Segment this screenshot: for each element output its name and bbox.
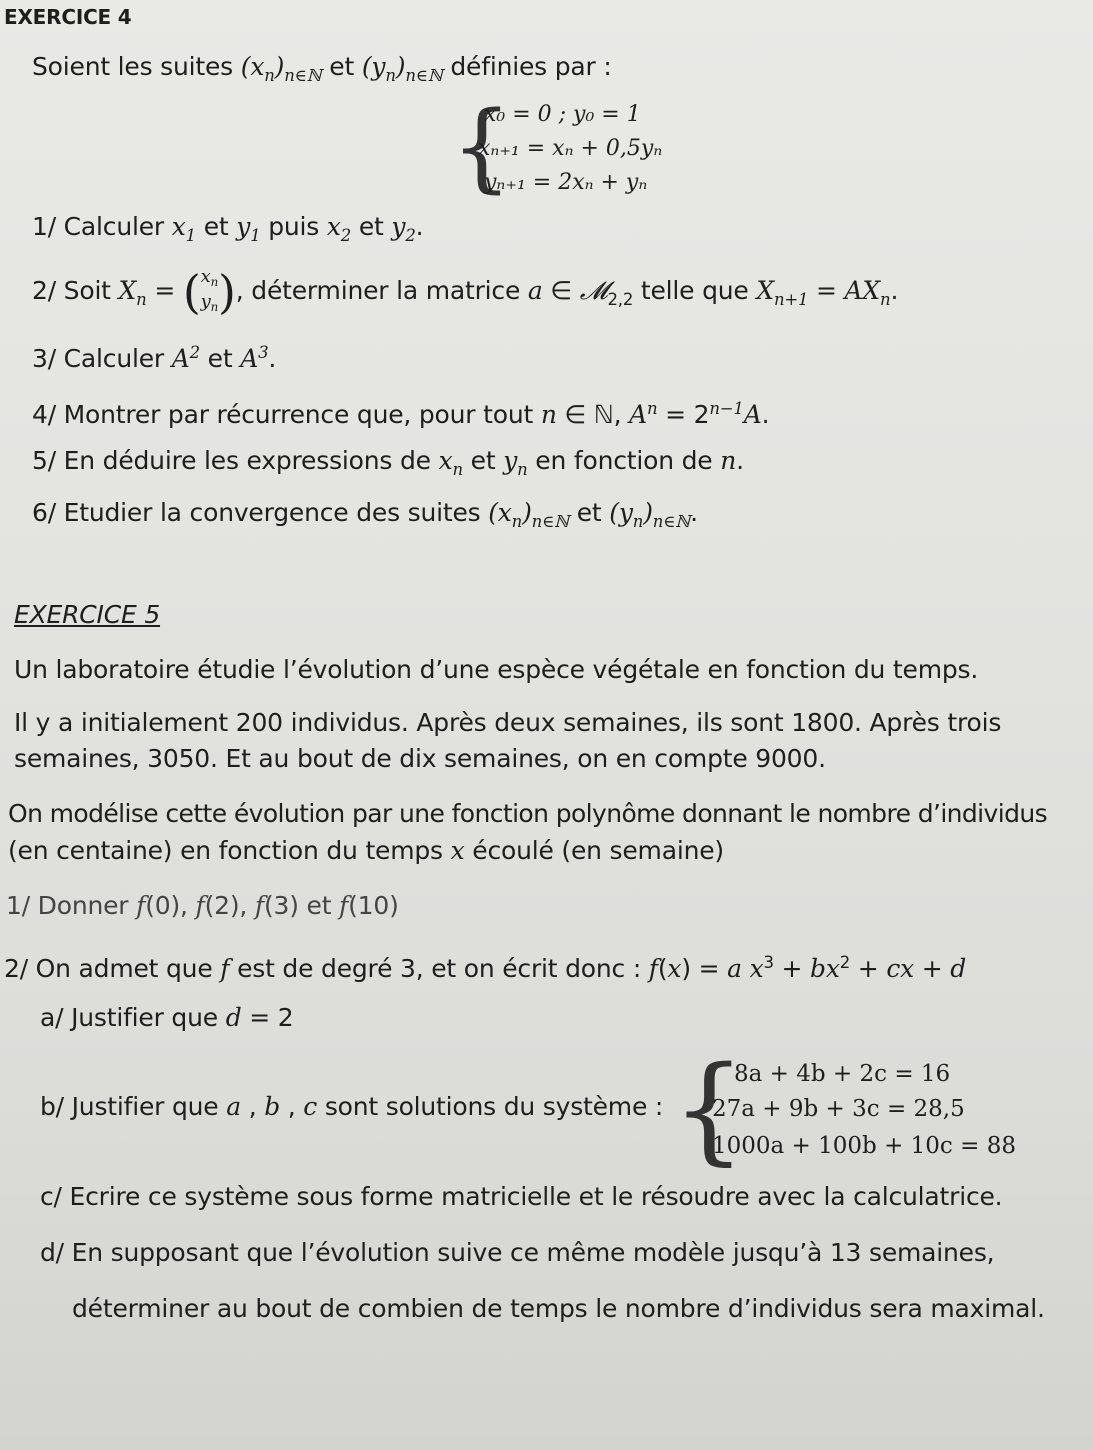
ex5-paragraph-1: Un laboratoire étudie l’évolution d’une espèce végétale en fonction du temps. xyxy=(14,655,979,684)
exercise-4-title: EXERCICE 4 xyxy=(4,5,132,29)
ex5-q2d-line-2: déterminer au bout de combien de temps le nombre d’individus sera maximal. xyxy=(72,1294,1045,1323)
ex4-q4: 4/ Montrer par récurrence que, pour tout n ∈ ℕ, $A^n = 2^{n-1}A$. xyxy=(32,399,770,430)
ex5-q2: 2/ On admet que f est de degré 3, et on écrit donc : f(x) = a $x^3 + bx^2$ + cx + d xyxy=(4,953,967,984)
system-brace: { xyxy=(451,91,513,203)
ex5-paragraph-2b: semaines, 3050. Et au bout de dix semaines, on en compte 9000. xyxy=(14,744,826,773)
ex4-q3: 3/ Calculer $A^2$ et $A^3$. xyxy=(32,343,277,374)
system-row-1: x₀ = 0 ; y₀ = 1 xyxy=(484,102,641,127)
ex4-intro: Soient les suites $(x_n)_{n\in ℕ}$ et $(y_n)_{n\in ℕ}$ définies par : xyxy=(32,52,612,85)
ex5-paragraph-2a: Il y a initialement 200 individus. Après deux semaines, ils sont 1800. Après trois xyxy=(14,708,1002,737)
ex4-q1: 1/ Calculer $x_1$ et $y_1$ puis $x_2$ et $y_2$. xyxy=(32,212,424,245)
ex5-paragraph-3a: On modélise cette évolution par une fonction polynôme donnant le nombre d’individus xyxy=(8,799,1048,828)
ex4-q2: 2/ Soit $X_n = (x_n$ $y_n$), déterminer la matrice a ∈ 𝓜$_{2,2}$ telle que $X_{n+1} = AX_n$. xyxy=(32,265,899,319)
ex5-paragraph-3b: (en centaine) en fonction du temps x écoulé (en semaine) xyxy=(8,836,724,865)
system-row-3: yₙ₊₁ = 2xₙ + yₙ xyxy=(484,170,648,195)
system-row-2: xₙ₊₁ = xₙ + 0,5yₙ xyxy=(478,136,663,161)
ex5-q2a: a/ Justifier que d = 2 xyxy=(40,1003,294,1032)
linear-system-row-3: 1000a + 100b + 10c = 88 xyxy=(712,1133,1016,1159)
linear-system-row-2: 27a + 9b + 3c = 28,5 xyxy=(712,1096,965,1122)
ex5-q1: 1/ Donner f(0), f(2), f(3) et f(10) xyxy=(6,891,399,920)
linear-system-brace: { xyxy=(672,1042,746,1177)
ex4-q6: 6/ Etudier la convergence des suites $(x_n)_{n\in ℕ}$ et $(y_n)_{n\in ℕ}$. xyxy=(32,498,698,531)
ex4-q5: 5/ En déduire les expressions de $x_n$ et $y_n$ en fonction de n. xyxy=(32,446,744,479)
ex5-q2c: c/ Ecrire ce système sous forme matricielle et le résoudre avec la calculatrice. xyxy=(40,1182,1003,1211)
ex5-q2b: b/ Justifier que a , b , c sont solutions du système : xyxy=(40,1092,664,1121)
ex5-q2d-line-1: d/ En supposant que l’évolution suive ce même modèle jusqu’à 13 semaines, xyxy=(40,1238,995,1267)
exercise-5-title: EXERCICE 5 xyxy=(14,600,161,629)
linear-system-row-1: 8a + 4b + 2c = 16 xyxy=(734,1061,951,1087)
